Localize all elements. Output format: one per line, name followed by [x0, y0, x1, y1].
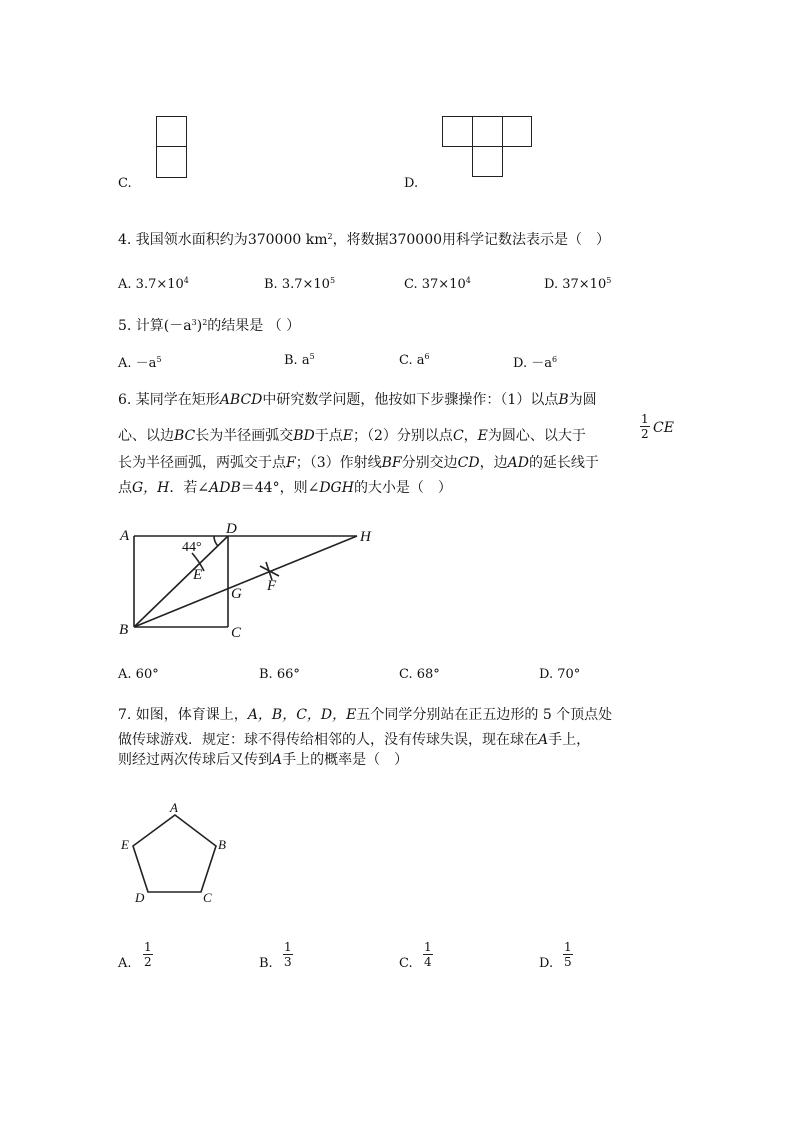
q5-option-d: D. $-a^6$ [513, 355, 558, 371]
pentagon [133, 815, 216, 892]
label-c: C [231, 625, 242, 641]
q4-option-b: B. $3.7\times 10^5$ [264, 276, 336, 292]
q6-line-2: 心、以边BC长为半径画弧交BD于点E；（2）分别以点C，E为圆心、以大于 [118, 428, 586, 444]
q6-option-b: B. 66° [259, 667, 300, 682]
label-h: H [360, 529, 371, 545]
q4-option-a: A. $3.7\times 10^4$ [118, 276, 189, 292]
q4-option-d: D. $37\times 10^5$ [544, 276, 612, 292]
q7-option-c: C. [399, 956, 413, 971]
q7-option-d: D. [539, 956, 554, 971]
q6-line-1: 6. 某同学在矩形ABCD中研究数学问题，他按如下步骤操作：（1）以点B为圆 [118, 392, 597, 408]
option-label: C. [118, 176, 132, 191]
q5-option-b: B. $a^5$ [284, 352, 315, 368]
label-d: D [226, 521, 237, 537]
angle-label: 44° [182, 540, 202, 555]
vertex-b: B [218, 837, 226, 852]
q4-option-c: C. $37\times 10^4$ [404, 276, 471, 292]
q7-option-a: A. [118, 956, 132, 971]
q6-option-d: D. 70° [539, 667, 581, 682]
option-label: D. [404, 176, 419, 191]
half-fraction: 1 2 [641, 412, 649, 441]
fraction: 1 2 [144, 940, 152, 969]
fraction: 1 4 [424, 940, 432, 969]
q6-line-3: 长为半径画弧，两弧交于点F；（3）作射线BF分别交边CD，边AD的延长线于 [118, 455, 599, 471]
vertex-c: C [203, 890, 212, 905]
q4-stem: 4. 我国领水面积约为370000 $km^2$，将数据370000用科学记数法表示是（ ） [118, 232, 611, 248]
q6-option-c: C. 68° [399, 667, 440, 682]
label-e: E [193, 567, 203, 583]
q6-option-a: A. 60° [118, 667, 159, 682]
q5-stem: 5. 计算$(-a^3)^2$的结果是 （ ） [118, 318, 301, 334]
fraction: 1 3 [284, 940, 292, 969]
q6-line-4: 点G，H．若∠ADB＝44°，则∠DGH的大小是（ ） [118, 480, 452, 496]
label-a: A [120, 528, 130, 544]
vertex-d: D [135, 890, 145, 905]
vertex-a: A [170, 800, 178, 815]
vertex-e: E [121, 837, 129, 852]
q7-option-b: B. [259, 956, 273, 971]
fraction: 1 5 [564, 940, 572, 969]
label-b: B [119, 622, 129, 638]
q7-line-2: 做传球游戏．规定：球不得传给相邻的人，没有传球失误，现在球在A手上， [118, 732, 591, 748]
q5-option-c: C. $a^6$ [399, 352, 430, 368]
label-g: G [231, 586, 242, 602]
label-f: F [267, 578, 277, 594]
segment-ce: CE [653, 420, 674, 436]
q5-option-a: A. $-a^5$ [118, 355, 162, 371]
q7-line-1: 7. 如图，体育课上，A，B，C，D，E五个同学分别站在正五边形的 5 个顶点处 [118, 707, 613, 723]
q7-line-3: 则经过两次传球后又传到A手上的概率是（ ） [118, 752, 409, 768]
